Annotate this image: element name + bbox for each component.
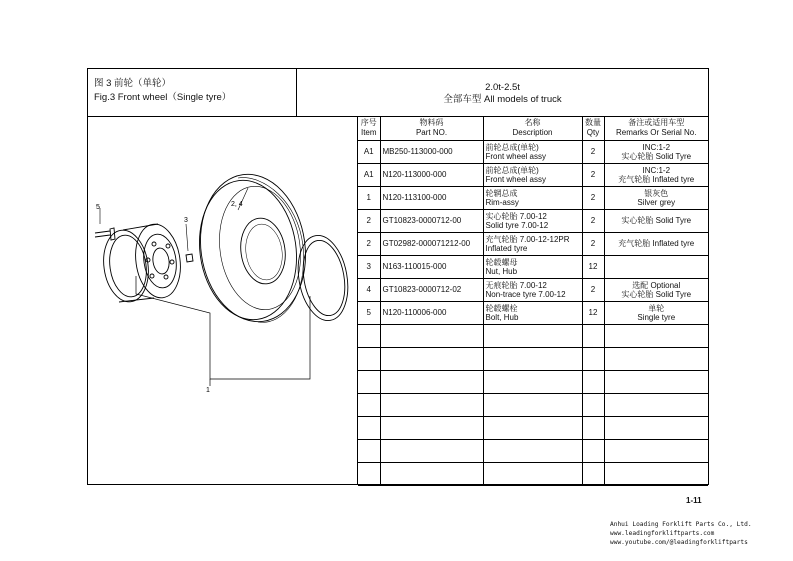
empty-row [358,462,708,485]
cell-qty: 2 [582,140,604,163]
cell-part-no: GT10823-0000712-02 [380,278,483,301]
cell-description: 轮毂螺栓 Bolt, Hub [483,301,582,324]
empty-cell [380,347,483,370]
empty-cell [582,462,604,485]
empty-cell [582,324,604,347]
model-header [297,69,708,116]
cell-description: 轮辋总成 Rim-assy [483,186,582,209]
cell-remarks: 实心轮胎 Solid Tyre [604,209,708,232]
cell-item: 2 [358,209,380,232]
figure-title [88,69,297,116]
cell-description: 充气轮胎 7.00-12-12PR Inflated tyre [483,232,582,255]
empty-cell [483,347,582,370]
cell-part-no: MB250-113000-000 [380,140,483,163]
empty-cell [380,393,483,416]
cell-description: 前轮总成(单轮) Front wheel assy [483,163,582,186]
empty-row [358,393,708,416]
page-frame [87,68,709,485]
table-row [358,140,708,163]
empty-cell [582,347,604,370]
empty-cell [483,370,582,393]
empty-cell [483,324,582,347]
callout-1: 1 [206,387,210,394]
cell-description: 无痕轮胎 7.00-12 Non-trace tyre 7.00-12 [483,278,582,301]
cell-qty: 12 [582,255,604,278]
models-label: 全部车型 All models of truck [443,94,562,105]
empty-cell [358,347,380,370]
empty-cell [358,324,380,347]
empty-cell [483,462,582,485]
cell-qty: 2 [582,209,604,232]
company-web[interactable]: www.leadingforkliftparts.com [610,530,715,537]
empty-cell [582,416,604,439]
cell-part-no: N120-113000-000 [380,163,483,186]
empty-cell [380,370,483,393]
empty-cell [380,462,483,485]
empty-row [358,370,708,393]
cell-qty: 2 [582,232,604,255]
table-row [358,301,708,324]
page-number: 1-11 [686,496,702,505]
figure-title-en: Fig.3 Front wheel（Single tyre） [94,92,232,103]
empty-cell [604,370,708,393]
empty-cell [483,416,582,439]
company-youtube[interactable]: www.youtube.com/@leadingforkliftparts [610,539,748,546]
wheel-drawing [88,116,358,484]
company-info [610,520,752,547]
cell-remarks: 充气轮胎 Inflated tyre [604,232,708,255]
empty-cell [380,439,483,462]
col-description: 名称 Description [483,116,582,140]
cell-item: A1 [358,140,380,163]
empty-row [358,347,708,370]
figure-title-cn: 图 3 前轮（单轮） [94,78,172,89]
table-row [358,163,708,186]
cell-qty: 2 [582,163,604,186]
cell-description: 前轮总成(单轮) Front wheel assy [483,140,582,163]
cell-remarks: 单轮 Single tyre [604,301,708,324]
model-range: 2.0t-2.5t [485,82,520,93]
table-row [358,255,708,278]
col-item: 序号 Item [358,116,380,140]
col-qty: 数量 Qty [582,116,604,140]
cell-part-no: N163-110015-000 [380,255,483,278]
empty-cell [582,393,604,416]
empty-cell [604,439,708,462]
table-row [358,209,708,232]
cell-remarks: 选配 Optional 实心轮胎 Solid Tyre [604,278,708,301]
cell-qty: 2 [582,278,604,301]
empty-cell [380,324,483,347]
parts-table [358,116,708,486]
empty-cell [604,347,708,370]
cell-remarks: INC:1-2 实心轮胎 Solid Tyre [604,140,708,163]
cell-part-no: GT10823-0000712-00 [380,209,483,232]
empty-cell [582,370,604,393]
empty-row [358,416,708,439]
cell-description: 轮毂螺母 Nut, Hub [483,255,582,278]
cell-part-no: N120-110006-000 [380,301,483,324]
empty-cell [604,393,708,416]
empty-row [358,439,708,462]
callout-5: 5 [96,204,100,211]
table-row [358,232,708,255]
table-header-row [358,116,708,140]
cell-item: 3 [358,255,380,278]
callout-2-4: 2, 4 [231,201,243,208]
empty-cell [358,416,380,439]
empty-cell [604,416,708,439]
cell-remarks [604,255,708,278]
empty-cell [604,324,708,347]
empty-cell [358,393,380,416]
cell-remarks: 银灰色 Silver grey [604,186,708,209]
empty-cell [604,462,708,485]
cell-item: 4 [358,278,380,301]
cell-description: 实心轮胎 7.00-12 Solid tyre 7.00-12 [483,209,582,232]
cell-part-no: GT02982-000071212-00 [380,232,483,255]
cell-qty: 12 [582,301,604,324]
col-remarks: 备注或适用车型 Remarks Or Serial No. [604,116,708,140]
table-row [358,278,708,301]
empty-cell [358,370,380,393]
cell-item: 1 [358,186,380,209]
empty-cell [380,416,483,439]
empty-cell [483,439,582,462]
company-name: Anhui Loading Forklift Parts Co., Ltd. [610,521,752,528]
empty-cell [358,462,380,485]
empty-cell [483,393,582,416]
cell-item: 2 [358,232,380,255]
empty-cell [358,439,380,462]
cell-part-no: N120-113100-000 [380,186,483,209]
callout-3: 3 [184,217,188,224]
cell-item: A1 [358,163,380,186]
table-row [358,186,708,209]
col-part-no: 物料码 Part NO. [380,116,483,140]
cell-qty: 2 [582,186,604,209]
empty-row [358,324,708,347]
exploded-diagram [88,116,358,484]
cell-item: 5 [358,301,380,324]
empty-cell [582,439,604,462]
cell-remarks: INC:1-2 充气轮胎 Inflated tyre [604,163,708,186]
